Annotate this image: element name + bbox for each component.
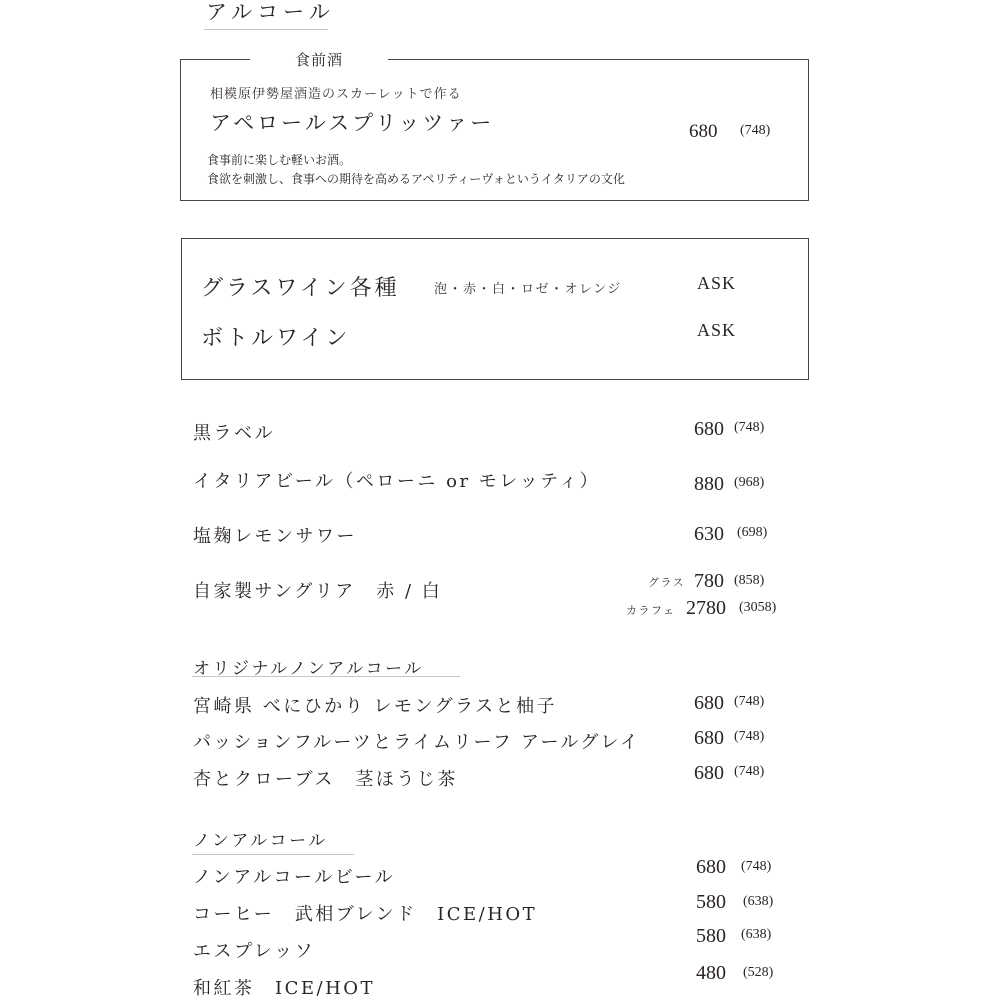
sangria-glass-price-tax: (858): [734, 573, 765, 588]
menu-item-price: 680: [694, 418, 724, 440]
menu-item-name: 宮崎県 べにひかり レモングラスと柚子: [193, 696, 558, 717]
menu-item-price: 480: [696, 962, 726, 984]
aperitif-description-line: 食欲を刺激し、食事への期待を高めるアペリティーヴォというイタリアの文化: [207, 172, 625, 186]
aperitif-label-container: [250, 48, 388, 72]
menu-item-name: エスプレッソ: [193, 941, 316, 962]
menu-item-price-tax: (638): [743, 894, 774, 909]
sangria-glass-price: 780: [694, 570, 724, 592]
menu-item-price-tax: (748): [734, 764, 765, 779]
menu-item-name: コーヒー 武相ブレンド ICE/HOT: [193, 904, 538, 925]
bottle-wine-name: ボトルワイン: [201, 326, 351, 351]
glass-wine-types: 泡・赤・白・ロゼ・オレンジ: [434, 282, 622, 297]
menu-item-price-tax: (698): [737, 525, 768, 540]
aperitif-name: アペロールスプリッツァー: [210, 111, 495, 135]
aperitif-description-line: 食事前に楽しむ軽いお酒。: [207, 153, 352, 167]
menu-item-name: ノンアルコールビール: [193, 867, 396, 888]
menu-item-price: 580: [696, 891, 726, 913]
menu-item-price-tax: (748): [734, 729, 765, 744]
menu-item-price: 680: [694, 762, 724, 784]
glass-wine-name: グラスワイン各種: [201, 276, 400, 301]
menu-item-price-tax: (528): [743, 965, 774, 980]
menu-item-price-tax: (748): [734, 420, 765, 435]
menu-item-price-tax: (748): [734, 694, 765, 709]
section-underline: [192, 676, 460, 677]
aperitif-label: 食前酒: [294, 51, 343, 69]
menu-item-name: 和紅茶 ICE/HOT: [193, 978, 376, 999]
menu-item-price: 680: [694, 727, 724, 749]
menu-item-name: 塩麹レモンサワー: [193, 526, 357, 547]
page-title: アルコール: [206, 0, 335, 24]
sangria-glass-label: グラス: [648, 576, 686, 589]
section-heading-non-alcohol: ノンアルコール: [193, 831, 328, 851]
menu-item-price: 630: [694, 523, 724, 545]
menu-item-price: 680: [694, 692, 724, 714]
glass-wine-price: ASK: [697, 273, 737, 293]
sangria-name: 自家製サングリア 赤 / 白: [193, 581, 443, 602]
aperitif-price: 680: [689, 121, 718, 142]
wine-box: [181, 238, 809, 380]
section-heading-original-non-alcohol: オリジナルノンアルコール: [193, 659, 424, 679]
menu-item-name: 黒ラベル: [193, 423, 275, 444]
menu-item-price: 680: [696, 856, 726, 878]
menu-item-price: 580: [696, 925, 726, 947]
menu-item-price-tax: (638): [741, 927, 772, 942]
section-underline: [192, 854, 354, 855]
menu-item-name: 杏とクローブス 茎ほうじ茶: [193, 769, 458, 790]
aperitif-subtitle: 相模原伊勢屋酒造のスカーレットで作る: [210, 87, 462, 102]
sangria-carafe-price-tax: (3058): [739, 600, 777, 615]
title-underline: [204, 29, 328, 30]
menu-item-price: 880: [694, 473, 724, 495]
bottle-wine-price: ASK: [697, 320, 737, 340]
menu-item-name: イタリアビール（ペローニ or モレッティ）: [193, 471, 601, 492]
menu-item-name: パッションフルーツとライムリーフ アールグレイ: [193, 732, 640, 753]
menu-item-price-tax: (968): [734, 475, 765, 490]
sangria-carafe-label: カラフェ: [626, 604, 676, 617]
aperitif-price-tax: (748): [740, 123, 771, 138]
menu-item-price-tax: (748): [741, 859, 772, 874]
sangria-carafe-price: 2780: [686, 597, 726, 619]
